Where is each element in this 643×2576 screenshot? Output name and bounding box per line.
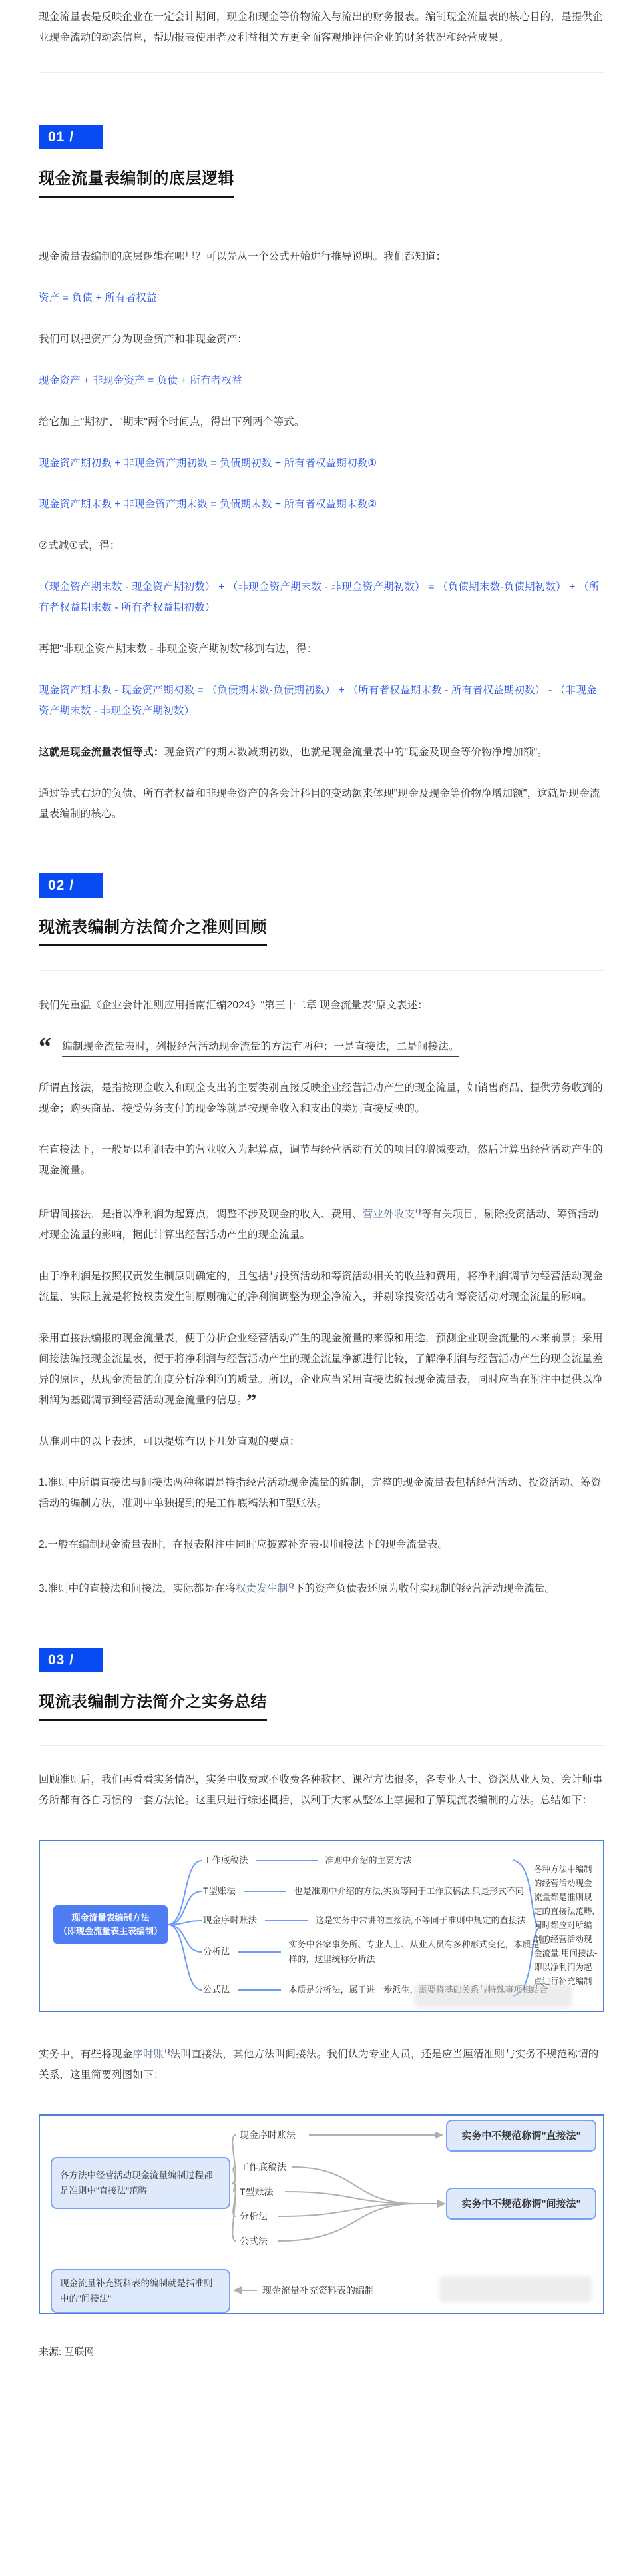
note-text: 现金流量补充资料表的编制就是指准则中的"间接法": [60, 2278, 213, 2304]
section-title-03: 现流表编制方法简介之实务总结: [39, 1688, 604, 1721]
branch-label: 现金序时账法: [203, 1915, 257, 1926]
inline-link-cash-journal[interactable]: [132, 2049, 170, 2060]
mindmap-figure-methods: [39, 1840, 604, 2012]
identity-lead: 这就是现金流量表恒等式：: [39, 747, 164, 758]
mindmap-root-node: [53, 1905, 168, 1944]
mindmap-branch-cashjournal: [203, 1913, 526, 1928]
search-sup-icon: Q: [288, 1582, 294, 1590]
formula-split-assets: 现金资产 + 非现金资产 = 负债 + 所有者权益: [39, 375, 242, 386]
root-line-1: 现金流量表编制方法: [71, 1913, 150, 1923]
mindmap-branch-worksheet: [203, 1853, 412, 1868]
label-box-informal-direct: [446, 2120, 596, 2152]
inline-link-non-operating[interactable]: [363, 1209, 421, 1220]
method-item-cash-journal: 现金序时账法: [240, 2130, 296, 2141]
paragraph: 现金流量表编制的底层逻辑在哪里？可以先从一个公式开始进行推导说明。我们都知道：: [39, 251, 447, 262]
formula-beginning-balance: 现金资产期初数 + 非现金资产期初数 = 负债期初数 + 所有者权益期初数①: [39, 458, 377, 469]
identity-rest: 现金资产的期末数减期初数，也就是现金流量表中的"现金及现金等价物净增加额"。: [164, 747, 548, 758]
label-text: 实务中不规范称谓"间接法": [461, 2198, 581, 2210]
branch-line: [256, 1860, 318, 1861]
point-text: 3.准则中的直接法和间接法，实际都是在将: [39, 1583, 236, 1595]
search-sup-icon: Q: [164, 2048, 170, 2056]
close-quote-icon: ”: [246, 1390, 257, 1413]
paragraph: 我们先重温《企业会计准则应用指南汇编2024》"第三十二章 现金流量表"原文表述：: [39, 1000, 428, 1011]
search-sup-icon: Q: [415, 1208, 421, 1215]
label-text: 实务中不规范称谓"直接法": [461, 2130, 581, 2142]
watermark-blur: [414, 1984, 572, 2008]
divider: [39, 1745, 604, 1746]
branch-desc: 也是准则中介绍的方法,实质等同于工作底稿法,只是形式不同: [294, 1886, 524, 1897]
link-text: 序时账: [132, 2049, 164, 2061]
paragraph-identity: [39, 742, 604, 763]
note-box-supplementary-indirect: [51, 2269, 230, 2313]
section-badge-03: 03 /: [39, 1648, 103, 1672]
quote-paragraph: 在直接法下，一般是以利润表中的营业收入为起算点，调节与经营活动有关的项目的增减变动，然后计算出经营活动产生的现金流量。: [39, 1144, 603, 1176]
branch-label: 工作底稿法: [203, 1855, 248, 1866]
section-title-01: 现金流量表编制的底层逻辑: [39, 165, 604, 198]
watermark-blur: [439, 2276, 592, 2302]
branch-line: [244, 1891, 286, 1892]
paragraph-naming: [39, 2041, 604, 2085]
mapping-figure-terminology: [39, 2114, 604, 2314]
mindmap-branch-taccount: [203, 1884, 524, 1899]
label-box-informal-indirect: [446, 2188, 596, 2220]
formula-subtraction: （现金资产期末数 - 现金资产期初数） + （非现金资产期末数 - 非现金资产期初数） = （负债期末数-负债期初数） + （所有者权益期末数 - 所有者权益期初数）: [39, 581, 600, 613]
method-item-analysis: 分析法: [240, 2211, 268, 2222]
branch-line: [265, 1920, 308, 1921]
branch-desc: 本质是分析法，属于进一步派生，需要将基础关系与特殊事项相结合: [288, 1985, 548, 1995]
method-item-taccount: T型账法: [240, 2186, 274, 2198]
branch-desc: 这是实务中常讲的直接法,不等同于准则中规定的直接法: [316, 1915, 526, 1926]
paragraph: ②式减①式，得：: [39, 540, 120, 551]
divider: [39, 72, 604, 73]
method-item-worksheet: 工作底稿法: [240, 2162, 286, 2173]
branch-line: [238, 1951, 281, 1953]
note-box-direct-scope: [51, 2157, 230, 2209]
paragraph: 回顾准则后，我们再看看实务情况，实务中收费或不收费各种教材、课程方法很多，各专业人士、资深从业人员、会计师事务所都有各自习惯的一套方法论。这里只进行综述概括，以利于大家从整体上掌握和了解现流表编制的方法。总结如下：: [39, 1774, 603, 1807]
intro-paragraph: 现金流量表是反映企业在一定会计期间，现金和现金等价物流入与流出的财务报表。编制现金流量表的核心目的，是提供企业现金流动的动态信息，帮助报表使用者及利益相关方更全面客观地评估企业的财务状况和经营成果。: [39, 11, 603, 43]
section-badge-02: 02 /: [39, 873, 103, 898]
naming-text: 实务中，有些将现金: [39, 2049, 133, 2061]
quote-text: 所谓间接法，是指以净利润为起算点，调整不涉及现金的收入、费用、: [39, 1209, 363, 1221]
branch-label: T型账法: [203, 1886, 236, 1897]
paragraph: 我们可以把资产分为现金资产和非现金资产：: [39, 334, 248, 345]
quote-paragraph-closing: [39, 1328, 604, 1411]
paragraph: 从准则中的以上表述，可以提炼有以下几处直观的要点：: [39, 1436, 300, 1448]
branch-line: [238, 1989, 281, 1991]
section-badge-01: 01 /: [39, 125, 103, 149]
paragraph-point-1: 1.准则中所谓直接法与间接法两种称谓是特指经营活动现金流量的编制，完整的现金流量表包括经营活动、投资活动、筹资活动的编制方法，准则中单独提到的是工作底稿法和T型账法。: [39, 1477, 602, 1510]
mindmap-branch-analysis: [203, 1937, 550, 1967]
inline-link-accrual-basis[interactable]: [236, 1583, 294, 1594]
point-text: 下的资产负债表还原为收付实现制的经营活动现金流量。: [294, 1583, 556, 1595]
naming-text: 法叫直接法，其他方法叫间接法。我们认为专业人员，还是应当厘清准则与实务不规范称谓的关系，这里简要列图如下：: [39, 2049, 599, 2081]
link-text: 权责发生制: [235, 1583, 288, 1595]
paragraph: 再把"非现金资产期末数 - 非现金资产期初数"移到右边，得：: [39, 643, 318, 655]
note-text: 各方法中经营活动现金流量编制过程都是准则中"直接法"范畴: [60, 2170, 213, 2196]
quote-text: 等有关项目，剔除投资活动、筹资活动对现金流量的影响，据此计算出经营活动产生的现金流量。: [39, 1209, 599, 1241]
method-item-formula: 公式法: [240, 2236, 268, 2247]
paragraph-point-3: [39, 1576, 604, 1599]
formula-accounting-identity: 资产 = 负债 + 所有者权益: [39, 292, 157, 304]
supplementary-schedule-item: 现金流量补充资料表的编制: [262, 2285, 374, 2296]
quote-underlined-line: 编制现金流量表时，列报经营活动现金流量的方法有两种：一是直接法，二是间接法。: [62, 1041, 459, 1052]
quote-lead: [39, 1033, 604, 1061]
section-title-02: 现流表编制方法简介之准则回顾: [39, 914, 604, 946]
paragraph: 给它加上"期初"、"期末"两个时间点，得出下列两个等式。: [39, 416, 305, 428]
branch-desc: 实务中各家事务所、专业人士、从业人员有多种形式变化，本质是一样的，这里统称分析法: [288, 1939, 548, 1965]
formula-moved: 现金资产期末数 - 现金资产期初数 = （负债期末数-负债期初数） + （所有者权益期末数 - 所有者权益期初数） - （非现金资产期末数 - 非现金资产期初数）: [39, 685, 597, 717]
open-quote-icon: “: [39, 1033, 52, 1061]
quote-text: 采用直接法编报的现金流量表，便于分析企业经营活动产生的现金流量的来源和用途，预测企业现金流量的未来前景；采用间接法编报现金流量表，便于将净利润与经营活动产生的现金流量净额进行比较，了解净利润与经营活动产生的现金流量差异的原因，从现金流量的角度分析净利润的质量。所以，企业应当采用直接法编报现金流量表，同时应当在附注中提供以净利润为基础调节到经营活动现金流量的信息。: [39, 1333, 603, 1407]
formula-ending-balance: 现金资产期末数 + 非现金资产期末数 = 负债期末数 + 所有者权益期末数②: [39, 499, 377, 510]
paragraph-point-2: 2.一般在编制现金流量表时，在报表附注中同时应披露补充表-即间接法下的现金流量表。: [39, 1539, 449, 1551]
quote-paragraph-with-link: [39, 1201, 604, 1245]
quote-paragraph: 由于净利润是按照权责发生制原则确定的，且包括与投资活动和筹资活动相关的收益和费用，将净利润调节为经营活动现金流量，实际上就是将按权责发生制原则确定的净利润调整为现金净流入，并剔除投资活动和筹资活动对现金流量的影响。: [39, 1271, 603, 1303]
source-attribution: 来源: 互联网: [39, 2346, 95, 2358]
branch-label: 分析法: [203, 1947, 230, 1957]
paragraph: 通过等式右边的负债、所有者权益和非现金资产的各会计科目的变动额来体现"现金及现金等价物净增加额"，这就是现金流量表编制的核心。: [39, 788, 600, 820]
mindmap-side-note: 各种方法中编制的经营活动现金流量都是准则规定的直接法范畴,同时都应对所编制的经营活动现金流量,用间接法-即以净利润为起点进行补充编制: [534, 1865, 598, 1987]
branch-label: 公式法: [203, 1985, 230, 1995]
branch-desc: 准则中介绍的主要方法: [325, 1855, 412, 1866]
quote-paragraph: 所谓直接法，是指按现金收入和现金支出的主要类别直接反映企业经营活动产生的现金流量，如销售商品、提供劳务收到的现金；购买商品、接受劳务支付的现金等就是按现金收入和支出的类别直接反映的。: [39, 1082, 603, 1114]
link-text: 营业外收支: [362, 1209, 415, 1221]
root-line-2: （即现金流量表主表编制）: [58, 1926, 162, 1937]
divider: [39, 970, 604, 971]
